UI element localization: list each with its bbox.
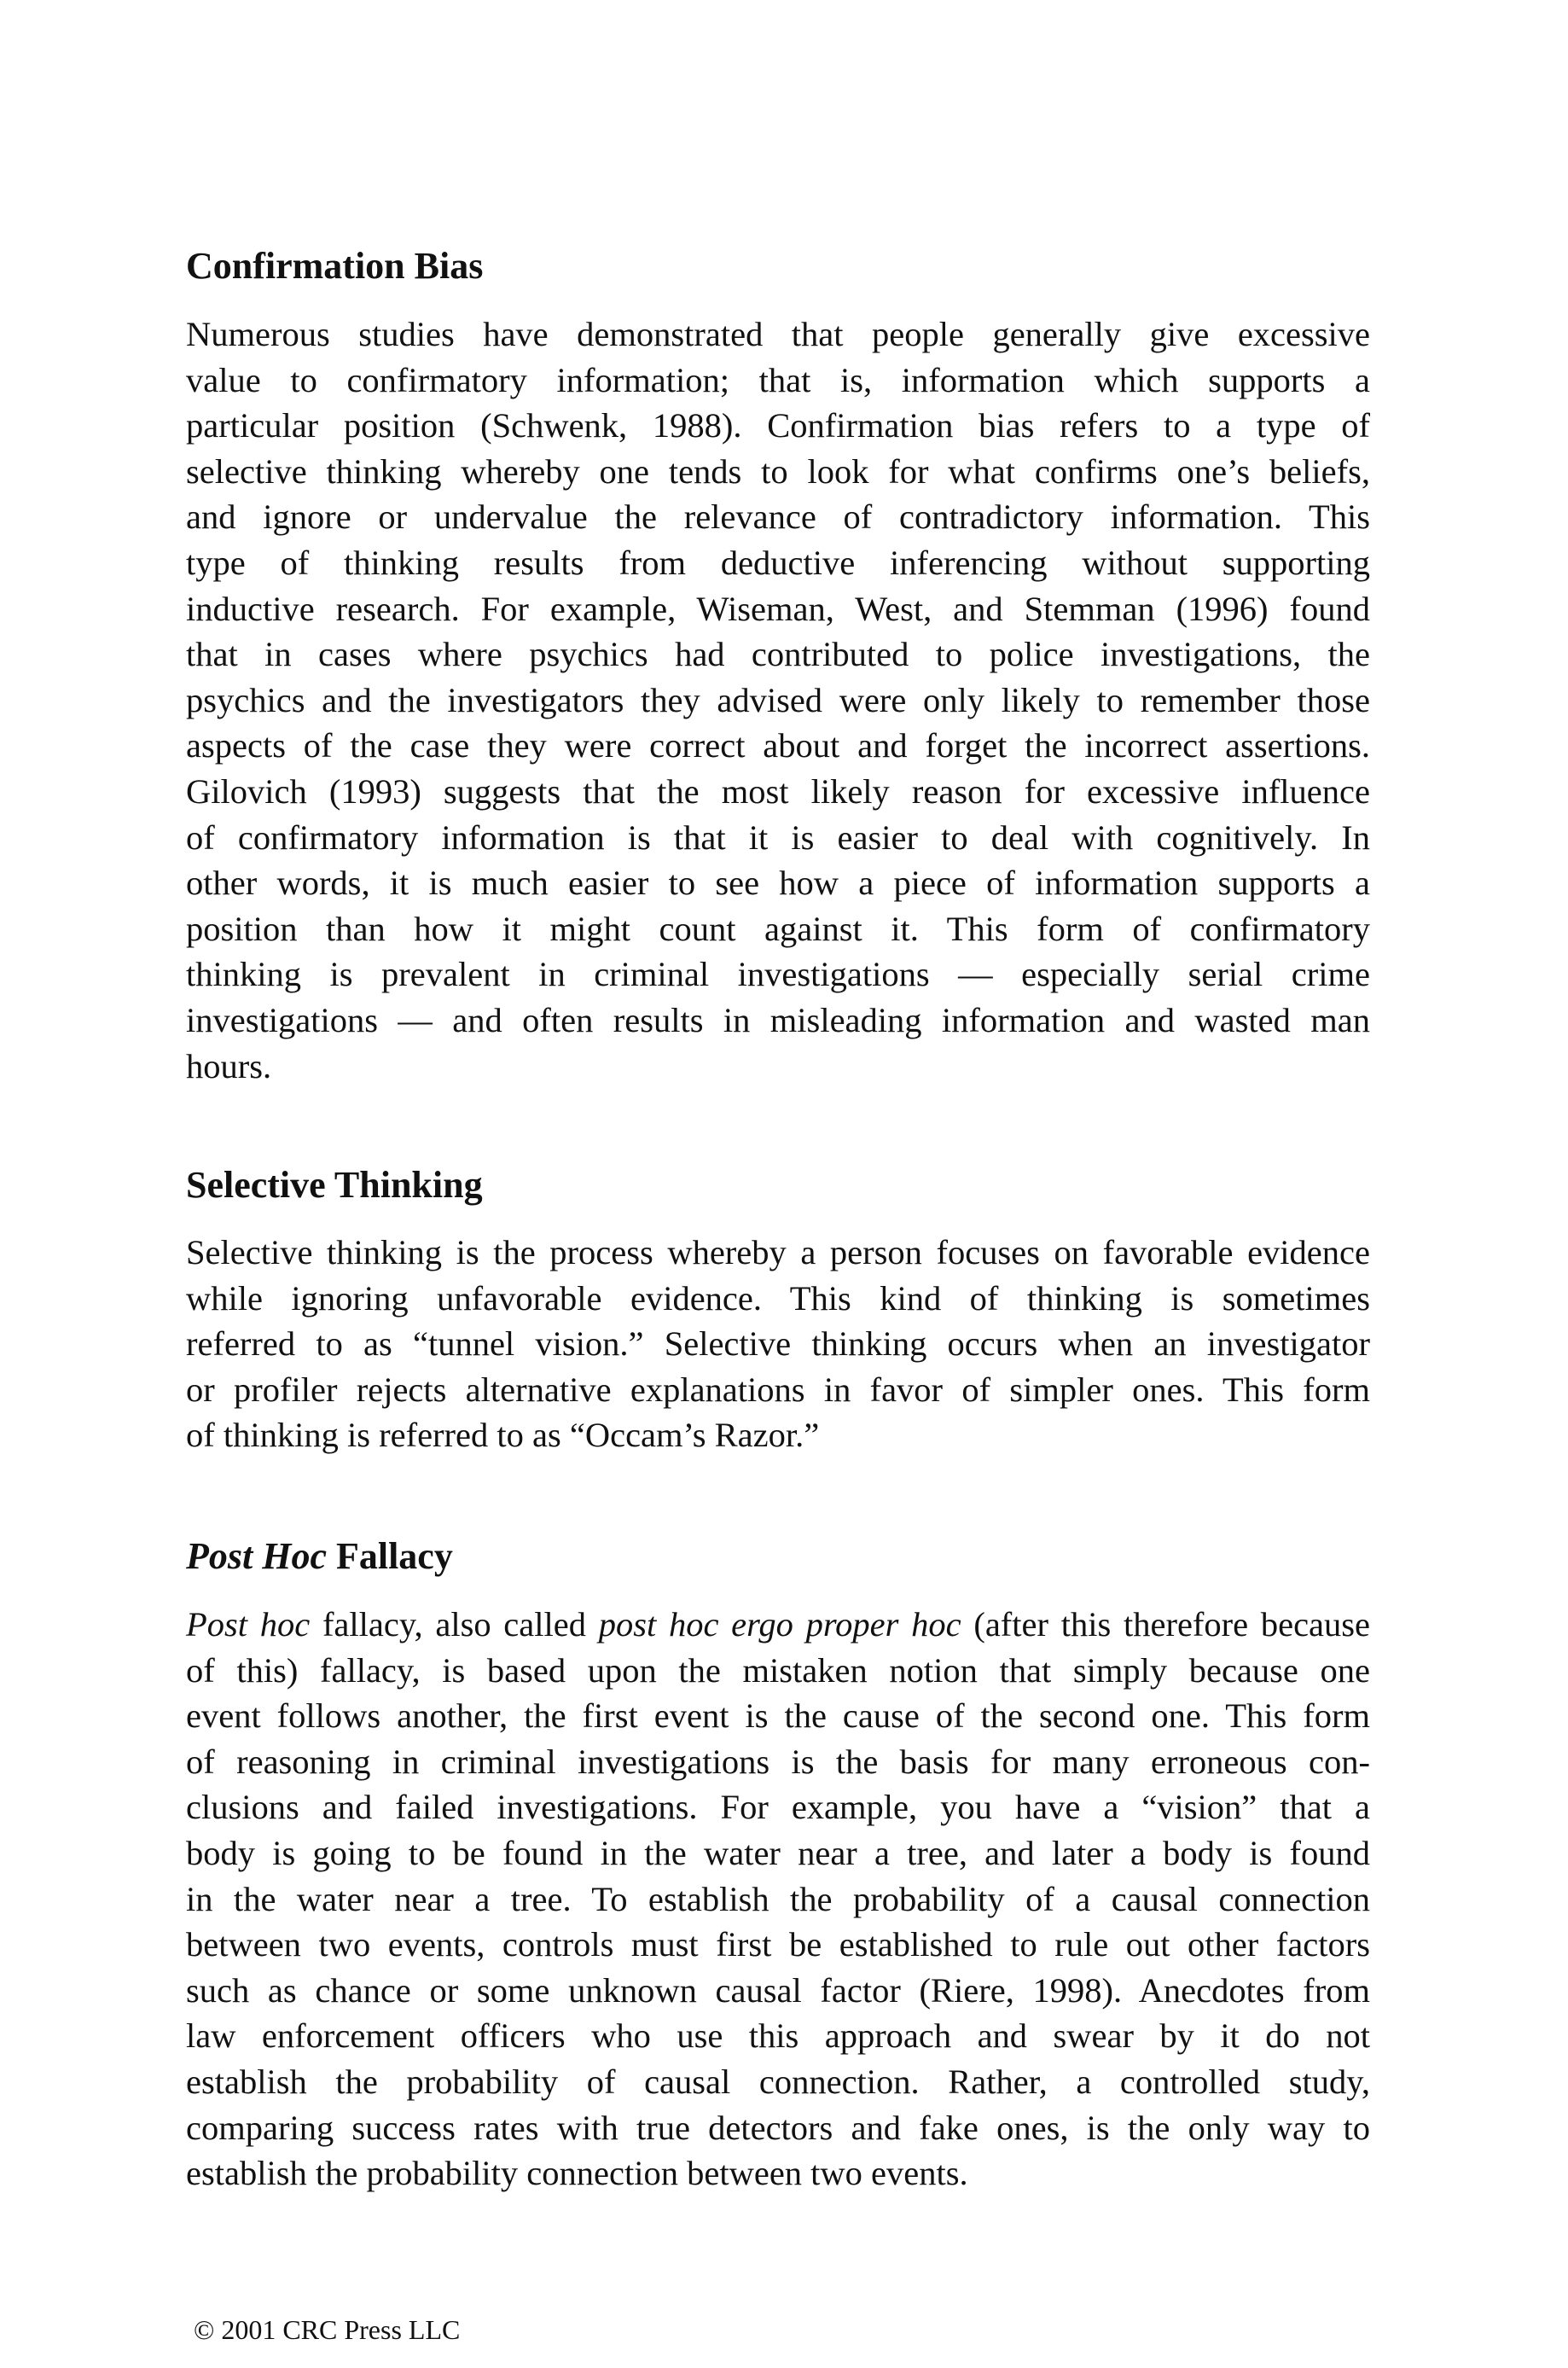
- text-line: [186, 1602, 1370, 1648]
- italic-term: Post hoc: [186, 1605, 311, 1644]
- text-line: particular position (Schwenk, 1988). Confirmation bias refers to a type of: [186, 406, 1370, 445]
- section-heading-selective-thinking: Selective Thinking: [186, 1164, 483, 1206]
- text-line: of this) fallacy, is based upon the mistaken notion that simply because one: [186, 1650, 1370, 1690]
- text-line: and ignore or undervalue the relevance of contradictory information. This: [186, 497, 1370, 537]
- text-line: establish the probability of causal connection. Rather, a controlled study,: [186, 2062, 1370, 2101]
- text-line: psychics and the investigators they advised were only likely to remember those: [186, 680, 1370, 719]
- text-line: law enforcement officers who use this approach and swear by it do not: [186, 2016, 1370, 2056]
- text-line: between two events, controls must first be established to rule out other factors: [186, 1925, 1370, 1964]
- text-line: Gilovich (1993) suggests that the most likely reason for excessive influence: [186, 771, 1370, 811]
- text-line: investigations — and often results in misleading information and wasted man: [186, 1000, 1370, 1039]
- text-line: clusions and failed investigations. For example, you have a “vision” that a: [186, 1788, 1370, 1827]
- text-line: type of thinking results from deductive inferencing without supporting: [186, 543, 1370, 582]
- text-line: of thinking is referred to as “Occam’s Razor.”: [186, 1416, 820, 1455]
- text-line: establish the probability connection between two events.: [186, 2154, 968, 2193]
- text-line: body is going to be found in the water near a tree, and later a body is found: [186, 1833, 1370, 1872]
- text-line: in the water near a tree. To establish the probability of a causal connection: [186, 1879, 1370, 1918]
- text-line: value to confirmatory information; that is, information which supports a: [186, 360, 1370, 399]
- text-line: aspects of the case they were correct about and forget the incorrect assertions.: [186, 726, 1370, 765]
- text-line: event follows another, the first event is the cause of the second one. This form: [186, 1696, 1370, 1736]
- copyright-footer: © 2001 CRC Press LLC: [194, 2314, 461, 2345]
- text-run: fallacy, also called: [310, 1605, 599, 1644]
- text-line: of confirmatory information is that it is easier to deal with cognitively. In: [186, 817, 1370, 857]
- text-line: comparing success rates with true detectors and fake ones, is the only way to: [186, 2108, 1370, 2147]
- paragraph-post-hoc-fallacy: [186, 1602, 1370, 2196]
- paragraph-selective-thinking: [186, 1230, 1370, 1458]
- text-line: that in cases where psychics had contributed to police investigations, the: [186, 635, 1370, 674]
- paragraph-confirmation-bias: [186, 311, 1370, 1089]
- text-line: Numerous studies have demonstrated that people generally give excessive: [186, 315, 1370, 353]
- text-line: inductive research. For example, Wiseman, West, and Stemman (1996) found: [186, 589, 1370, 628]
- text-line: referred to as “tunnel vision.” Selective thinking occurs when an investigator: [186, 1324, 1370, 1364]
- section-heading-confirmation-bias: Confirmation Bias: [186, 245, 484, 287]
- text-line: hours.: [186, 1046, 272, 1085]
- text-run: (after this therefore because: [961, 1605, 1371, 1644]
- text-line: or profiler rejects alternative explanations in favor of simpler ones. This form: [186, 1370, 1370, 1409]
- text-line: while ignoring unfavorable evidence. This kind of thinking is sometimes: [186, 1278, 1370, 1318]
- text-line: other words, it is much easier to see how a piece of information supports a: [186, 864, 1370, 903]
- italic-term: post hoc ergo proper hoc: [598, 1605, 961, 1644]
- text-line: Selective thinking is the process whereby a person focuses on favorable evidence: [186, 1233, 1370, 1271]
- text-line: selective thinking whereby one tends to look for what confirms one’s beliefs,: [186, 451, 1370, 491]
- heading-italic-part: Post Hoc: [186, 1535, 327, 1577]
- text-line: position than how it might count against it. This form of confirmatory: [186, 909, 1370, 948]
- text-line: such as chance or some unknown causal factor (Riere, 1998). Anecdotes from: [186, 1970, 1370, 2010]
- text-line: thinking is prevalent in criminal investigations — especially serial crime: [186, 955, 1370, 994]
- section-heading-post-hoc-fallacy: [186, 1533, 453, 1580]
- text-line: of reasoning in criminal investigations is the basis for many erroneous con-: [186, 1742, 1370, 1781]
- heading-rest: Fallacy: [326, 1535, 453, 1577]
